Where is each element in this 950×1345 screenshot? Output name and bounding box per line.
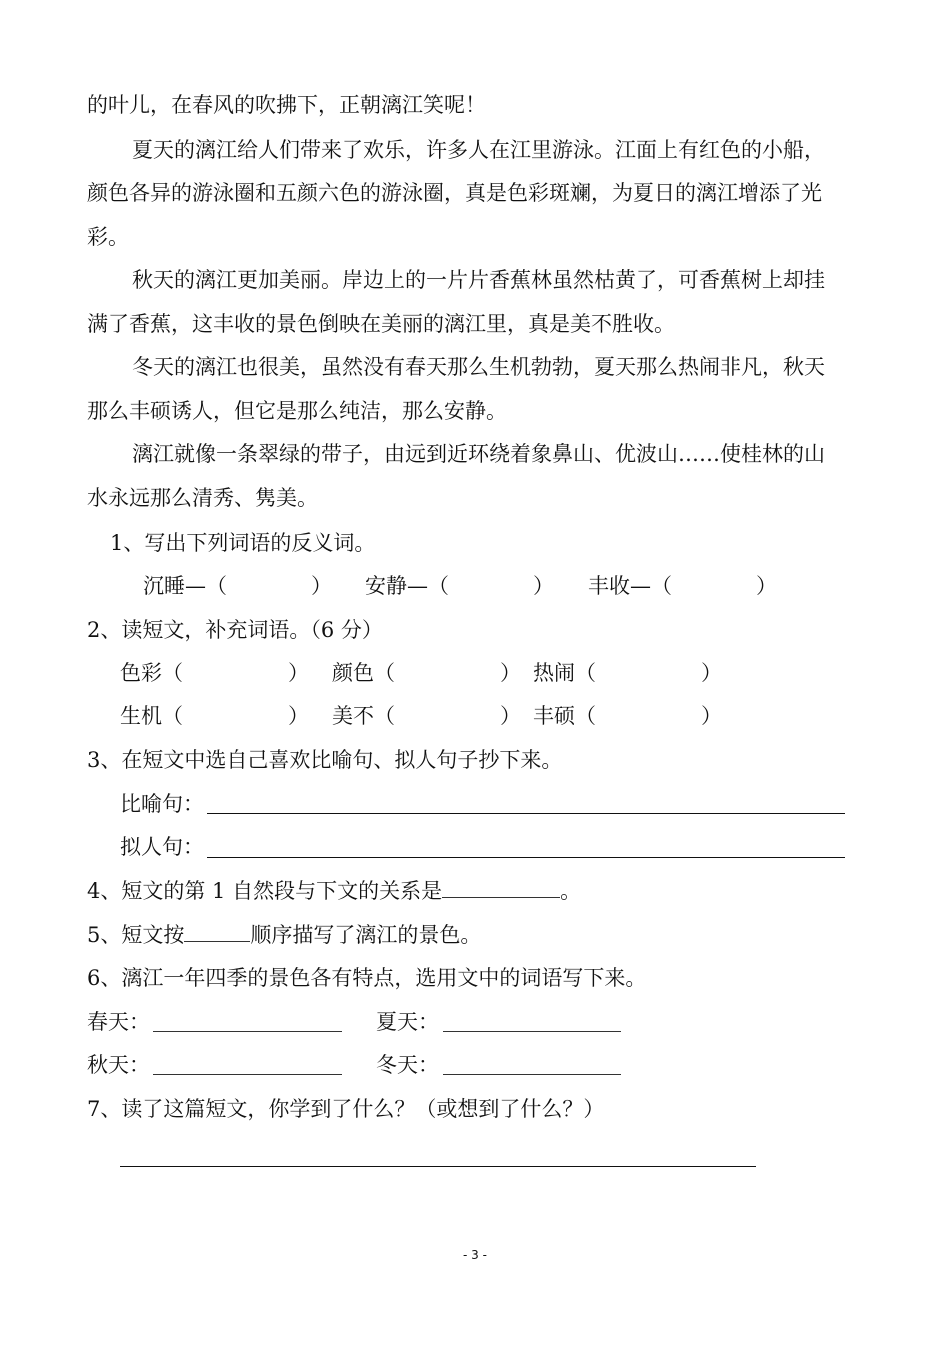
fill-word-item[interactable]: 生机（ ） [120, 704, 309, 728]
question-4-blank[interactable] [442, 877, 560, 898]
question-6-title: 6、漓江一年四季的景色各有特点，选用文中的词语写下来。 [87, 966, 647, 990]
question-5 [87, 920, 481, 950]
passage-line: 夏天的漓江给人们带来了欢乐，许多人在江里游泳。江面上有红色的小船， [132, 138, 825, 162]
fill-word-item[interactable]: 颜色（ ） [332, 661, 521, 685]
question-5-text: 5、短文按 [87, 923, 185, 947]
question-3-title: 3、在短文中选自己喜欢比喻句、拟人句子抄下来。 [87, 748, 563, 772]
passage-line: 秋天的漓江更加美丽。岸边上的一片片香蕉林虽然枯黄了，可香蕉树上却挂 [132, 268, 825, 292]
antonym-item[interactable]: 丰收—（ ） [588, 574, 777, 598]
simile-answer-line[interactable] [207, 813, 845, 814]
question-7-answer-line[interactable] [120, 1166, 756, 1167]
passage-line: 漓江就像一条翠绿的带子，由远到近环绕着象鼻山、优波山……使桂林的山 [132, 442, 825, 466]
passage-line: 那么丰硕诱人，但它是那么纯洁，那么安静。 [87, 399, 507, 423]
spring-label: 春天： [87, 1010, 150, 1034]
question-7-title: 7、读了这篇短文，你学到了什么？（或想到了什么？） [87, 1097, 605, 1121]
personification-answer-line[interactable] [207, 857, 845, 858]
page-number: - 3 - [463, 1248, 487, 1262]
fill-word-item[interactable]: 热闹（ ） [533, 661, 722, 685]
personification-label: 拟人句： [120, 835, 204, 859]
fill-word-item[interactable]: 色彩（ ） [120, 661, 309, 685]
passage-line: 水永远那么清秀、隽美。 [87, 486, 318, 510]
passage-line: 彩。 [87, 225, 129, 249]
question-1-title: 1、写出下列词语的反义词。 [110, 531, 376, 555]
question-4-end: 。 [560, 879, 582, 903]
antonym-item[interactable]: 安静—（ ） [365, 574, 554, 598]
question-2-title: 2、读短文，补充词语。（6 分） [87, 618, 383, 642]
passage-line: 冬天的漓江也很美，虽然没有春天那么生机勃勃，夏天那么热闹非凡，秋天 [132, 355, 825, 379]
passage-line: 满了香蕉，这丰收的景色倒映在美丽的漓江里，真是美不胜收。 [87, 312, 675, 336]
passage-line: 的叶儿，在春风的吹拂下，正朝漓江笑呢！ [87, 93, 486, 117]
autumn-answer-line[interactable] [153, 1074, 342, 1075]
summer-label: 夏天： [376, 1010, 439, 1034]
simile-label: 比喻句： [120, 792, 204, 816]
summer-answer-line[interactable] [443, 1031, 621, 1032]
antonym-item[interactable]: 沉睡—（ ） [143, 574, 332, 598]
fill-word-item[interactable]: 美不（ ） [332, 704, 521, 728]
autumn-label: 秋天： [87, 1053, 150, 1077]
fill-word-item[interactable]: 丰硕（ ） [533, 704, 722, 728]
question-5-end: 顺序描写了漓江的景色。 [250, 923, 482, 947]
question-5-blank[interactable] [184, 921, 250, 942]
winter-label: 冬天： [376, 1053, 439, 1077]
question-4 [87, 876, 581, 906]
question-4-text: 4、短文的第 1 自然段与下文的关系是 [87, 879, 443, 903]
spring-answer-line[interactable] [153, 1031, 342, 1032]
passage-line: 颜色各异的游泳圈和五颜六色的游泳圈，真是色彩斑斓，为夏日的漓江增添了光 [87, 181, 822, 205]
winter-answer-line[interactable] [443, 1074, 621, 1075]
